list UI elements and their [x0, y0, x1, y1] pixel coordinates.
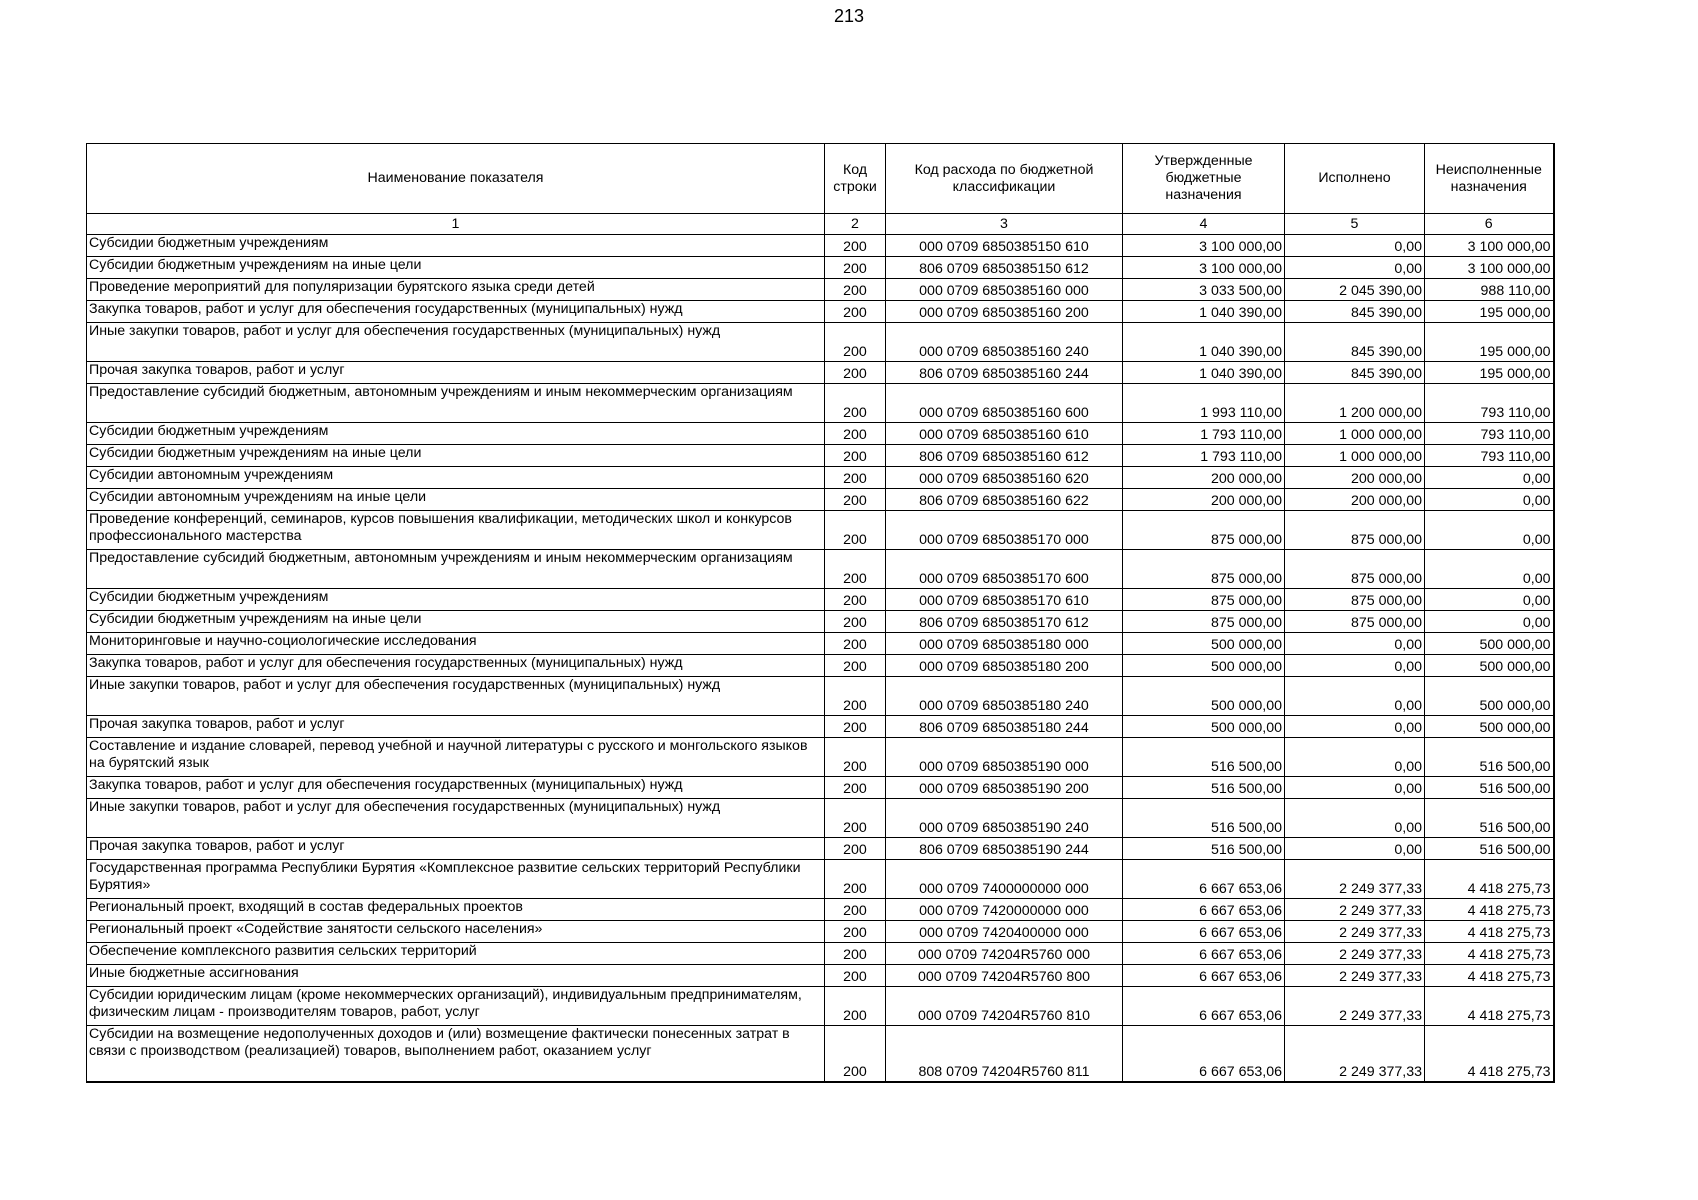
row-executed: 0,00 [1285, 677, 1425, 716]
row-line-code: 200 [825, 838, 886, 860]
row-line-code: 200 [825, 738, 886, 777]
row-expense-code: 000 0709 6850385160 600 [886, 384, 1123, 423]
row-unexecuted: 500 000,00 [1425, 677, 1554, 716]
row-approved: 1 793 110,00 [1123, 423, 1285, 445]
row-approved: 875 000,00 [1123, 589, 1285, 611]
row-line-code: 200 [825, 677, 886, 716]
budget-execution-table [86, 143, 1555, 1083]
row-unexecuted: 793 110,00 [1425, 445, 1554, 467]
header-line-code: Код строки [825, 144, 886, 214]
row-name: Субсидии юридическим лицам (кроме некоммерческих организаций), индивидуальным предпринимателям, физическим лицам - производителям товаров, работ, услуг [87, 987, 825, 1026]
row-name: Региональный проект «Содействие занятости сельского населения» [87, 921, 825, 943]
row-executed: 2 249 377,33 [1285, 899, 1425, 921]
table-row [87, 467, 1554, 489]
row-executed: 2 249 377,33 [1285, 1026, 1425, 1083]
row-line-code: 200 [825, 279, 886, 301]
row-approved: 500 000,00 [1123, 655, 1285, 677]
row-line-code: 200 [825, 655, 886, 677]
row-approved: 516 500,00 [1123, 777, 1285, 799]
row-unexecuted: 4 418 275,73 [1425, 899, 1554, 921]
row-unexecuted: 3 100 000,00 [1425, 257, 1554, 279]
row-line-code: 200 [825, 633, 886, 655]
row-unexecuted: 500 000,00 [1425, 716, 1554, 738]
row-approved: 3 033 500,00 [1123, 279, 1285, 301]
row-expense-code: 000 0709 6850385180 000 [886, 633, 1123, 655]
row-unexecuted: 500 000,00 [1425, 633, 1554, 655]
row-line-code: 200 [825, 511, 886, 550]
row-name: Прочая закупка товаров, работ и услуг [87, 716, 825, 738]
row-name: Предоставление субсидий бюджетным, автономным учреждениям и иным некоммерческим организациям [87, 384, 825, 423]
row-name: Субсидии бюджетным учреждениям [87, 589, 825, 611]
row-unexecuted: 4 418 275,73 [1425, 860, 1554, 899]
row-name: Субсидии бюджетным учреждениям на иные цели [87, 611, 825, 633]
row-executed: 200 000,00 [1285, 467, 1425, 489]
table-row [87, 301, 1554, 323]
header-name: Наименование показателя [87, 144, 825, 214]
row-unexecuted: 195 000,00 [1425, 301, 1554, 323]
row-line-code: 200 [825, 467, 886, 489]
row-expense-code: 000 0709 74204R5760 000 [886, 943, 1123, 965]
table-row [87, 323, 1554, 362]
row-expense-code: 000 0709 6850385160 610 [886, 423, 1123, 445]
row-name: Иные закупки товаров, работ и услуг для обеспечения государственных (муниципальных) нужд [87, 799, 825, 838]
row-approved: 1 040 390,00 [1123, 323, 1285, 362]
row-name: Закупка товаров, работ и услуг для обеспечения государственных (муниципальных) нужд [87, 301, 825, 323]
row-approved: 875 000,00 [1123, 511, 1285, 550]
row-expense-code: 000 0709 7400000000 000 [886, 860, 1123, 899]
row-expense-code: 000 0709 7420000000 000 [886, 899, 1123, 921]
row-executed: 0,00 [1285, 235, 1425, 257]
row-approved: 200 000,00 [1123, 467, 1285, 489]
row-line-code: 200 [825, 1026, 886, 1083]
row-approved: 875 000,00 [1123, 550, 1285, 589]
column-number-row [87, 214, 1554, 235]
row-approved: 1 040 390,00 [1123, 301, 1285, 323]
row-approved: 516 500,00 [1123, 799, 1285, 838]
header-expense-code: Код расхода по бюджетной классификации [886, 144, 1123, 214]
row-approved: 516 500,00 [1123, 838, 1285, 860]
row-expense-code: 000 0709 6850385190 200 [886, 777, 1123, 799]
row-executed: 2 249 377,33 [1285, 860, 1425, 899]
row-name: Иные бюджетные ассигнования [87, 965, 825, 987]
row-executed: 1 000 000,00 [1285, 445, 1425, 467]
table-row [87, 550, 1554, 589]
row-executed: 1 000 000,00 [1285, 423, 1425, 445]
table-row [87, 860, 1554, 899]
row-executed: 0,00 [1285, 838, 1425, 860]
row-name: Субсидии на возмещение недополученных доходов и (или) возмещение фактически понесенных затрат в связи с производством (реализацией) товаров, выполнением работ, оказанием услуг [87, 1026, 825, 1083]
row-unexecuted: 516 500,00 [1425, 838, 1554, 860]
row-expense-code: 806 0709 6850385160 612 [886, 445, 1123, 467]
row-line-code: 200 [825, 777, 886, 799]
row-executed: 845 390,00 [1285, 301, 1425, 323]
row-executed: 2 045 390,00 [1285, 279, 1425, 301]
row-expense-code: 000 0709 7420400000 000 [886, 921, 1123, 943]
row-expense-code: 000 0709 74204R5760 800 [886, 965, 1123, 987]
row-executed: 0,00 [1285, 799, 1425, 838]
row-name: Субсидии бюджетным учреждениям [87, 423, 825, 445]
table-row [87, 943, 1554, 965]
table-row [87, 738, 1554, 777]
row-executed: 200 000,00 [1285, 489, 1425, 511]
row-approved: 6 667 653,06 [1123, 860, 1285, 899]
row-executed: 0,00 [1285, 257, 1425, 279]
row-name: Прочая закупка товаров, работ и услуг [87, 838, 825, 860]
row-line-code: 200 [825, 323, 886, 362]
column-number: 3 [886, 214, 1123, 235]
table-row [87, 677, 1554, 716]
row-name: Иные закупки товаров, работ и услуг для обеспечения государственных (муниципальных) нужд [87, 323, 825, 362]
row-unexecuted: 0,00 [1425, 489, 1554, 511]
row-line-code: 200 [825, 987, 886, 1026]
row-approved: 875 000,00 [1123, 611, 1285, 633]
row-unexecuted: 516 500,00 [1425, 738, 1554, 777]
row-expense-code: 808 0709 74204R5760 811 [886, 1026, 1123, 1083]
header-executed: Исполнено [1285, 144, 1425, 214]
table-row [87, 987, 1554, 1026]
row-approved: 3 100 000,00 [1123, 235, 1285, 257]
table-row [87, 1026, 1554, 1083]
page-number: 213 [833, 6, 865, 26]
row-unexecuted: 516 500,00 [1425, 777, 1554, 799]
row-line-code: 200 [825, 965, 886, 987]
row-unexecuted: 793 110,00 [1425, 423, 1554, 445]
row-unexecuted: 4 418 275,73 [1425, 921, 1554, 943]
row-name: Субсидии бюджетным учреждениям на иные цели [87, 445, 825, 467]
row-line-code: 200 [825, 860, 886, 899]
row-name: Мониторинговые и научно-социологические исследования [87, 633, 825, 655]
row-unexecuted: 0,00 [1425, 467, 1554, 489]
table-row [87, 611, 1554, 633]
table-row [87, 511, 1554, 550]
row-approved: 1 793 110,00 [1123, 445, 1285, 467]
row-line-code: 200 [825, 550, 886, 589]
row-line-code: 200 [825, 257, 886, 279]
row-approved: 516 500,00 [1123, 738, 1285, 777]
row-name: Субсидии автономным учреждениям [87, 467, 825, 489]
row-unexecuted: 0,00 [1425, 511, 1554, 550]
table-row [87, 489, 1554, 511]
table-row [87, 633, 1554, 655]
table-row [87, 589, 1554, 611]
row-line-code: 200 [825, 362, 886, 384]
row-expense-code: 000 0709 6850385190 000 [886, 738, 1123, 777]
row-expense-code: 000 0709 6850385160 240 [886, 323, 1123, 362]
row-executed: 0,00 [1285, 738, 1425, 777]
row-unexecuted: 516 500,00 [1425, 799, 1554, 838]
row-name: Субсидии бюджетным учреждениям [87, 235, 825, 257]
row-line-code: 200 [825, 235, 886, 257]
row-unexecuted: 3 100 000,00 [1425, 235, 1554, 257]
row-name: Субсидии автономным учреждениям на иные цели [87, 489, 825, 511]
table-row [87, 423, 1554, 445]
row-executed: 2 249 377,33 [1285, 965, 1425, 987]
row-executed: 0,00 [1285, 633, 1425, 655]
table-row [87, 777, 1554, 799]
table-row [87, 257, 1554, 279]
row-line-code: 200 [825, 943, 886, 965]
table-row [87, 445, 1554, 467]
row-approved: 6 667 653,06 [1123, 1026, 1285, 1083]
row-executed: 2 249 377,33 [1285, 921, 1425, 943]
row-executed: 845 390,00 [1285, 323, 1425, 362]
table-row [87, 235, 1554, 257]
row-expense-code: 806 0709 6850385170 612 [886, 611, 1123, 633]
row-executed: 2 249 377,33 [1285, 987, 1425, 1026]
table-row [87, 362, 1554, 384]
table-row [87, 716, 1554, 738]
table-header-row [87, 144, 1554, 214]
row-executed: 875 000,00 [1285, 611, 1425, 633]
row-name: Проведение мероприятий для популяризации бурятского языка среди детей [87, 279, 825, 301]
row-name: Иные закупки товаров, работ и услуг для обеспечения государственных (муниципальных) нужд [87, 677, 825, 716]
row-line-code: 200 [825, 716, 886, 738]
row-name: Составление и издание словарей, перевод учебной и научной литературы с русского и монгольского языков на бурятский язык [87, 738, 825, 777]
row-unexecuted: 195 000,00 [1425, 362, 1554, 384]
table-row [87, 384, 1554, 423]
row-line-code: 200 [825, 899, 886, 921]
row-executed: 1 200 000,00 [1285, 384, 1425, 423]
row-name: Субсидии бюджетным учреждениям на иные цели [87, 257, 825, 279]
row-expense-code: 000 0709 6850385170 600 [886, 550, 1123, 589]
row-unexecuted: 4 418 275,73 [1425, 987, 1554, 1026]
column-number: 2 [825, 214, 886, 235]
row-expense-code: 000 0709 6850385190 240 [886, 799, 1123, 838]
table-row [87, 899, 1554, 921]
row-expense-code: 000 0709 6850385160 620 [886, 467, 1123, 489]
row-approved: 500 000,00 [1123, 716, 1285, 738]
row-executed: 2 249 377,33 [1285, 943, 1425, 965]
row-expense-code: 806 0709 6850385190 244 [886, 838, 1123, 860]
row-expense-code: 000 0709 6850385180 200 [886, 655, 1123, 677]
row-expense-code: 000 0709 6850385170 610 [886, 589, 1123, 611]
row-approved: 3 100 000,00 [1123, 257, 1285, 279]
row-executed: 0,00 [1285, 716, 1425, 738]
row-line-code: 200 [825, 611, 886, 633]
row-approved: 1 040 390,00 [1123, 362, 1285, 384]
row-approved: 6 667 653,06 [1123, 943, 1285, 965]
row-executed: 845 390,00 [1285, 362, 1425, 384]
row-expense-code: 806 0709 6850385160 244 [886, 362, 1123, 384]
row-approved: 6 667 653,06 [1123, 987, 1285, 1026]
row-unexecuted: 988 110,00 [1425, 279, 1554, 301]
row-unexecuted: 0,00 [1425, 550, 1554, 589]
row-name: Региональный проект, входящий в состав федеральных проектов [87, 899, 825, 921]
row-line-code: 200 [825, 384, 886, 423]
row-name: Предоставление субсидий бюджетным, автономным учреждениям и иным некоммерческим организациям [87, 550, 825, 589]
table-row [87, 279, 1554, 301]
column-number: 5 [1285, 214, 1425, 235]
row-name: Обеспечение комплексного развития сельских территорий [87, 943, 825, 965]
row-expense-code: 806 0709 6850385160 622 [886, 489, 1123, 511]
row-unexecuted: 195 000,00 [1425, 323, 1554, 362]
row-name: Проведение конференций, семинаров, курсов повышения квалификации, методических школ и конкурсов профессионального мастерства [87, 511, 825, 550]
table-row [87, 655, 1554, 677]
row-approved: 6 667 653,06 [1123, 965, 1285, 987]
table-row [87, 965, 1554, 987]
row-line-code: 200 [825, 445, 886, 467]
row-executed: 875 000,00 [1285, 511, 1425, 550]
table-row [87, 838, 1554, 860]
row-line-code: 200 [825, 799, 886, 838]
row-approved: 1 993 110,00 [1123, 384, 1285, 423]
row-name: Прочая закупка товаров, работ и услуг [87, 362, 825, 384]
row-line-code: 200 [825, 921, 886, 943]
row-expense-code: 000 0709 6850385160 200 [886, 301, 1123, 323]
row-unexecuted: 4 418 275,73 [1425, 943, 1554, 965]
row-line-code: 200 [825, 301, 886, 323]
row-unexecuted: 4 418 275,73 [1425, 1026, 1554, 1083]
row-name: Закупка товаров, работ и услуг для обеспечения государственных (муниципальных) нужд [87, 777, 825, 799]
row-expense-code: 000 0709 6850385180 240 [886, 677, 1123, 716]
header-approved: Утвержденные бюджетные назначения [1123, 144, 1285, 214]
row-executed: 875 000,00 [1285, 550, 1425, 589]
row-expense-code: 000 0709 74204R5760 810 [886, 987, 1123, 1026]
row-approved: 6 667 653,06 [1123, 921, 1285, 943]
column-number: 4 [1123, 214, 1285, 235]
row-expense-code: 806 0709 6850385180 244 [886, 716, 1123, 738]
table-row [87, 799, 1554, 838]
row-unexecuted: 793 110,00 [1425, 384, 1554, 423]
row-executed: 0,00 [1285, 655, 1425, 677]
row-unexecuted: 4 418 275,73 [1425, 965, 1554, 987]
column-number: 6 [1425, 214, 1554, 235]
row-name: Государственная программа Республики Бурятия «Комплексное развитие сельских территорий Республики Бурятия» [87, 860, 825, 899]
row-unexecuted: 500 000,00 [1425, 655, 1554, 677]
row-line-code: 200 [825, 589, 886, 611]
row-name: Закупка товаров, работ и услуг для обеспечения государственных (муниципальных) нужд [87, 655, 825, 677]
header-unexecuted: Неисполненные назначения [1425, 144, 1554, 214]
row-expense-code: 806 0709 6850385150 612 [886, 257, 1123, 279]
row-line-code: 200 [825, 423, 886, 445]
row-expense-code: 000 0709 6850385160 000 [886, 279, 1123, 301]
row-approved: 6 667 653,06 [1123, 899, 1285, 921]
row-line-code: 200 [825, 489, 886, 511]
row-approved: 200 000,00 [1123, 489, 1285, 511]
table-row [87, 921, 1554, 943]
table-body [87, 235, 1554, 1083]
row-executed: 0,00 [1285, 777, 1425, 799]
row-approved: 500 000,00 [1123, 633, 1285, 655]
row-approved: 500 000,00 [1123, 677, 1285, 716]
row-expense-code: 000 0709 6850385150 610 [886, 235, 1123, 257]
row-unexecuted: 0,00 [1425, 589, 1554, 611]
row-unexecuted: 0,00 [1425, 611, 1554, 633]
row-executed: 875 000,00 [1285, 589, 1425, 611]
row-expense-code: 000 0709 6850385170 000 [886, 511, 1123, 550]
column-number: 1 [87, 214, 825, 235]
